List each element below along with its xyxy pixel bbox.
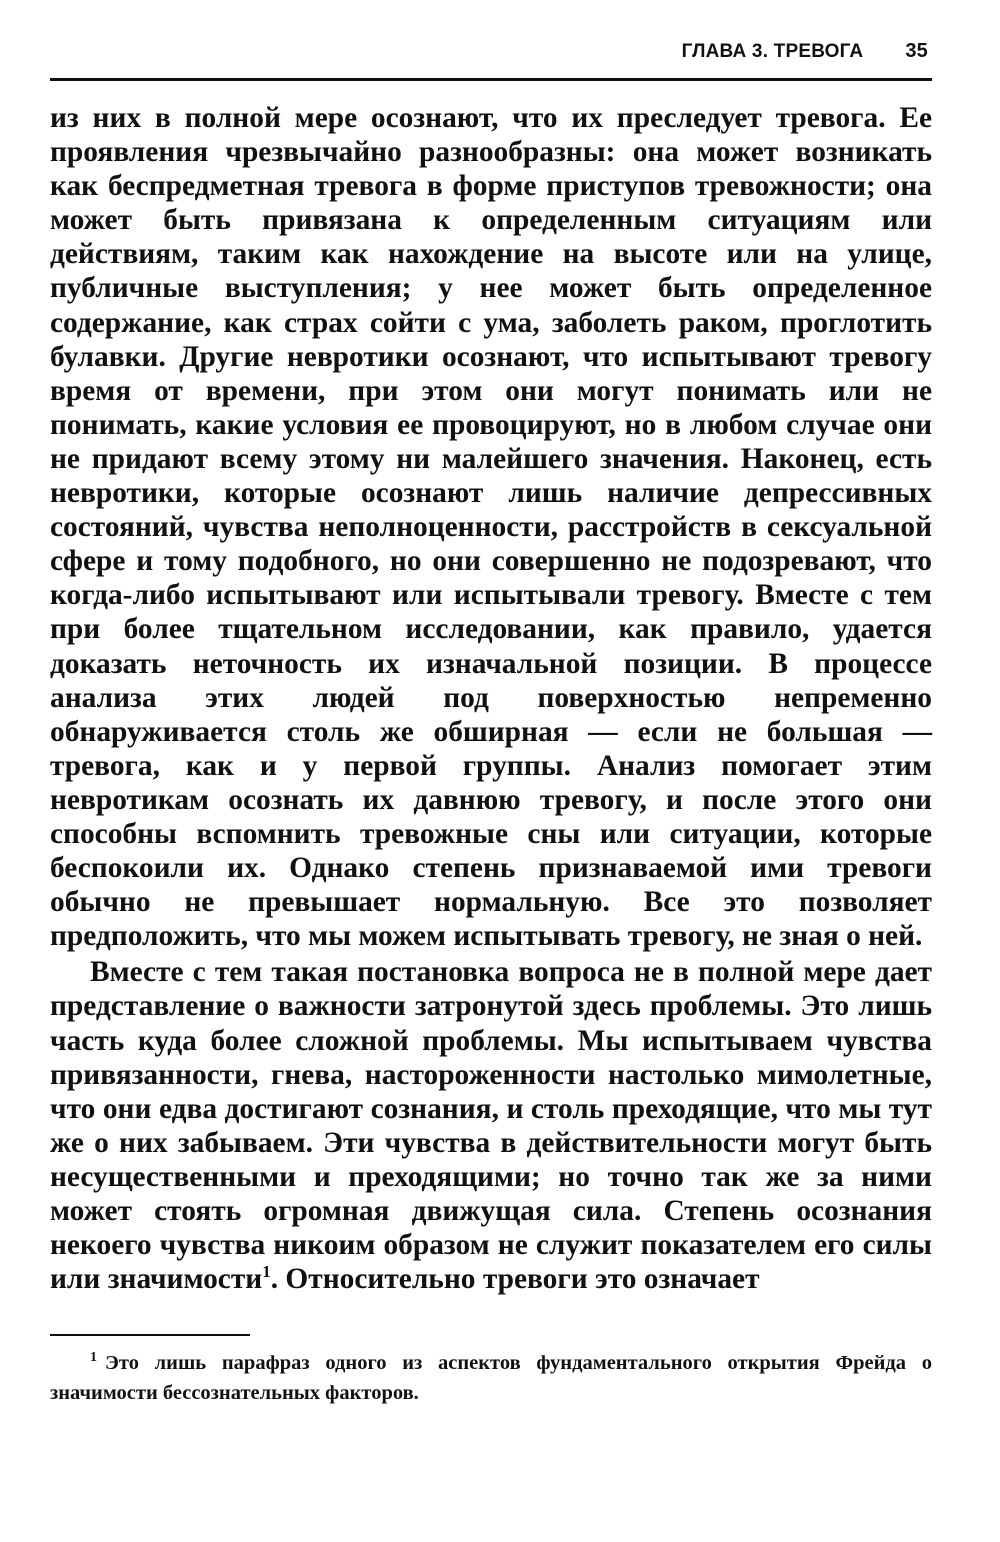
paragraph-text-tail: . Относительно тревоги это означает <box>270 1263 760 1296</box>
chapter-title: ГЛАВА 3. ТРЕВОГА <box>681 41 864 62</box>
paragraph-text: Вместе с тем такая постановка вопроса не в полной мере дает представление о важности затронутой здесь проблемы. Это лишь часть куда более сложной проблемы. Мы испытываем чувства привязанности, гнева, настороженности настолько мимолетные, что они едва достигают сознания, и столь преходящие, что мы тут же о них забываем. Эти чувства в действительности могут быть несущественными и преходящими; но точно так же за ними может стоять огромная движущая сила. Степень осознания некоего чувства никоим образом не служит показателем его силы или значимости <box>50 956 932 1296</box>
footnote-text: Это лишь парафраз одного из аспектов фундаментального открытия Фрейда о значимости бессознательных факторов. <box>50 1352 932 1405</box>
page-number: 35 <box>905 40 928 62</box>
body-text <box>50 101 932 1296</box>
footnote-marker: 1 <box>90 1350 97 1366</box>
footnote <box>50 1348 932 1408</box>
footnote-reference: 1 <box>262 1262 271 1282</box>
header-rule <box>50 78 932 81</box>
running-head <box>50 40 932 70</box>
book-page <box>50 40 932 1408</box>
paragraph: из них в полной мере осознают, что их преследует тревога. Ее проявления чрезвычайно разнообразны: она может возникать как беспредметная тревога в форме приступов тревожности; она может быть привязана к определенным ситуациям или действиям, таким как нахождение на высоте или на улице, публичные выступления; у нее может быть определенное содержание, как страх сойти с ума, заболеть раком, проглотить булавки. Другие невротики осознают, что испытывают тревогу время от времени, при этом они могут понимать или не понимать, какие условия ее провоцируют, но в любом случае они не придают всему этому ни малейшего значения. Наконец, есть невротики, которые осознают лишь наличие депрессивных состояний, чувства неполноценности, расстройств в сексуальной сфере и тому подобного, но они совершенно не подозревают, что когда-либо испытывают или испытывали тревогу. Вместе с тем при более тщательном исследовании, как правило, удается доказать неточность их изначальной позиции. В процессе анализа этих людей под поверхностью непременно обнаруживается столь же обширная — если не большая — тревога, как и у первой группы. Анализ помогает этим невротикам осознать их давнюю тревогу, и после этого они способны вспомнить тревожные сны или ситуации, которые беспокоили их. Однако степень признаваемой ими тревоги обычно не превышает нормальную. Все это позволяет предположить, что мы можем испытывать тревогу, не зная о ней. <box>50 102 932 953</box>
footnote-rule <box>50 1334 250 1336</box>
paragraph <box>50 955 932 1296</box>
